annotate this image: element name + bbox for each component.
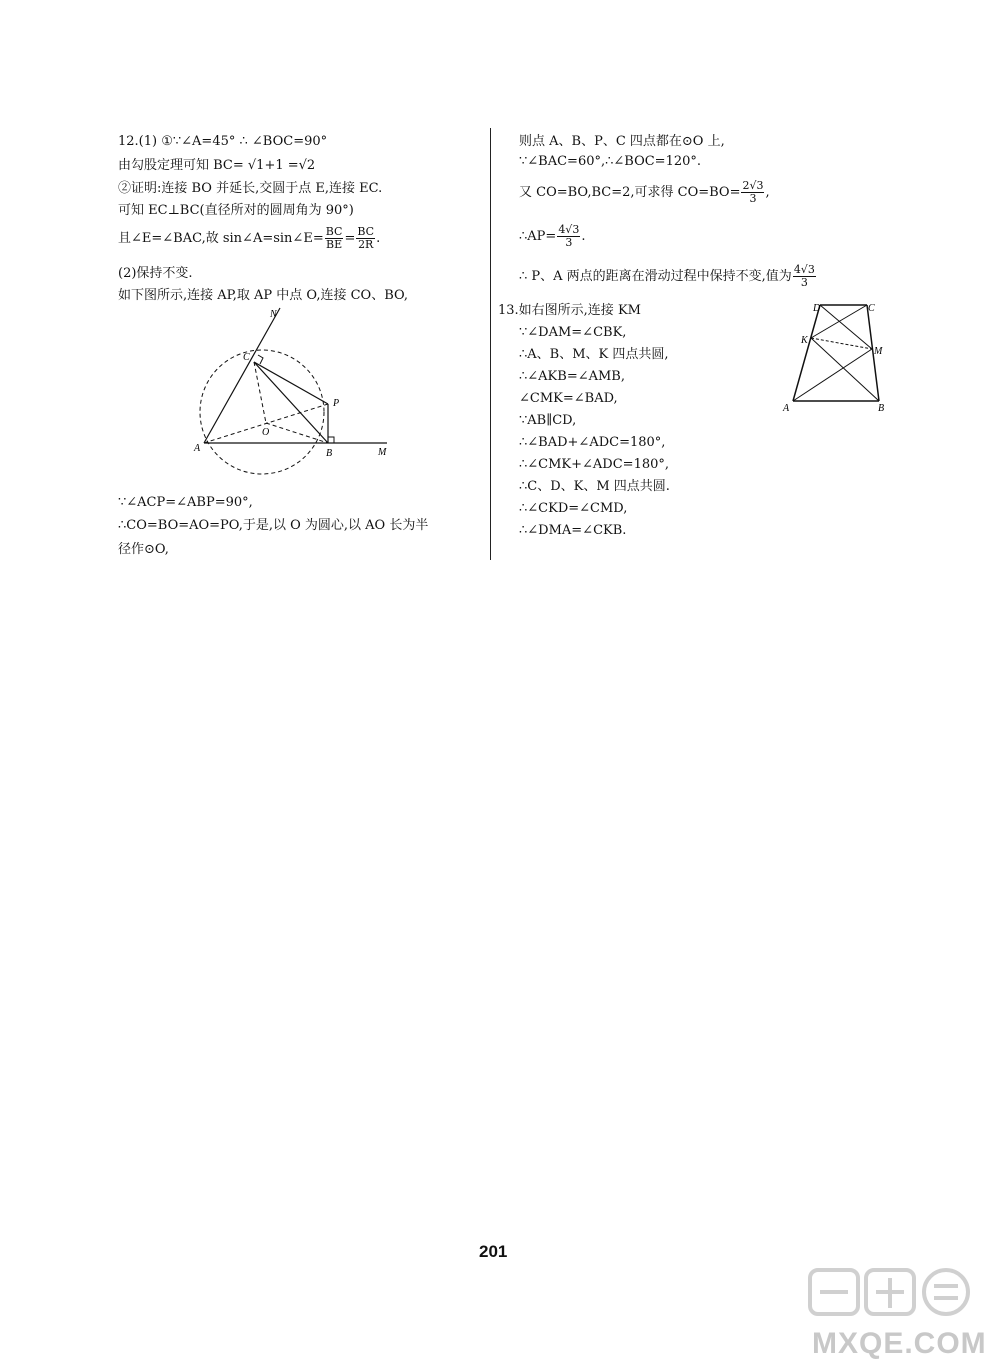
fraction-numerator: BC <box>325 225 343 238</box>
label-c: C <box>868 303 875 314</box>
r-line-4 <box>519 222 585 252</box>
q12-line-3: ②证明:连接 BO 并延长,交圆于点 E,连接 EC. <box>118 181 383 196</box>
q13-line-8: ∴∠CMK+∠ADC=180°, <box>519 457 670 472</box>
fraction-denominator: 3 <box>565 236 573 249</box>
q12-line-7: 如下图所示,连接 AP,取 AP 中点 O,连接 CO、BO, <box>118 288 409 303</box>
column-divider <box>490 128 491 560</box>
circle-o <box>200 350 324 474</box>
r-line-4-text: ∴AP= <box>519 229 557 244</box>
q13-line-5: ∠CMK=∠BAD, <box>519 391 618 406</box>
fraction-denominator: 2R <box>358 238 374 251</box>
watermark-text: MXQE.COM <box>812 1327 987 1360</box>
trapezoid-figure <box>775 297 895 417</box>
q13-line-10: ∴∠CKD=∠CMD, <box>519 501 628 516</box>
label-m: M <box>874 346 883 357</box>
period: . <box>376 231 381 246</box>
q13-line-11: ∴∠DMA=∠CKB. <box>519 523 627 538</box>
q12-line-10: 径作⊙O, <box>118 542 169 557</box>
r-line-1: 则点 A、B、P、C 四点都在⊙O 上, <box>519 134 725 149</box>
q12-line-5 <box>118 224 380 254</box>
q12-line-2: 由勾股定理可知 BC= √1+1 =√2 <box>118 158 316 173</box>
q13-line-9: ∴C、D、K、M 四点共圆. <box>519 479 670 494</box>
segment-co <box>254 362 266 423</box>
equals-sign: = <box>344 231 356 246</box>
label-o: O <box>262 427 270 438</box>
label-k: K <box>801 335 808 346</box>
q12-line-5-text: 且∠E=∠BAC,故 sin∠A=sin∠E= <box>118 231 324 246</box>
fraction-denominator: BE <box>326 238 343 251</box>
fraction-bc-be <box>325 226 344 251</box>
q13-line-6: ∵AB∥CD, <box>519 413 577 428</box>
circle-figure <box>190 305 400 485</box>
q12-line-9: ∴CO=BO=AO=PO,于是,以 O 为圆心,以 AO 长为半 <box>118 518 429 533</box>
q12-line-1: 12.(1) ①∵∠A=45° ∴ ∠BOC=90° <box>118 134 328 149</box>
q13-line-7: ∴∠BAD+∠ADC=180°, <box>519 435 666 450</box>
q12-line-6: (2)保持不变. <box>118 266 193 281</box>
right-angle-b <box>328 437 334 443</box>
q13-line-1: 13.如右图所示,连接 KM <box>498 303 641 318</box>
r-line-3 <box>519 178 770 208</box>
label-a: A <box>783 403 790 414</box>
q13-line-4: ∴∠AKB=∠AMB, <box>519 369 625 384</box>
fraction-4root3-3 <box>557 224 580 249</box>
ray-an <box>204 308 280 443</box>
label-c: C <box>243 352 250 363</box>
segment-km <box>811 338 872 349</box>
q12-line-4: 可知 EC⊥BC(直径所对的圆周角为 90°) <box>118 203 354 218</box>
fraction-denominator: 3 <box>800 276 808 289</box>
label-n: N <box>270 309 277 320</box>
segment-ad <box>793 305 820 401</box>
label-p: P <box>333 398 340 409</box>
fraction-bc-2r <box>356 226 375 251</box>
right-angle-c <box>258 355 263 364</box>
fraction-numerator: BC <box>357 225 375 238</box>
page-number: 201 <box>479 1242 508 1261</box>
label-a: A <box>194 443 201 454</box>
r-line-3-text: 又 CO=BO,BC=2,可求得 CO=BO= <box>519 185 741 200</box>
label-m: M <box>378 447 387 458</box>
segment-dm <box>820 305 872 349</box>
period: . <box>581 229 586 244</box>
fraction-4root3-3-final <box>793 264 816 289</box>
q12-line-8: ∵∠ACP=∠ABP=90°, <box>118 495 253 510</box>
r-line-5-text: ∴ P、A 两点的距离在滑动过程中保持不变,值为 <box>519 269 792 284</box>
fraction-denominator: 3 <box>749 192 757 205</box>
fraction-numerator: 4√3 <box>558 223 580 236</box>
q13-line-2: ∵∠DAM=∠CBK, <box>519 325 627 340</box>
q13-line-3: ∴A、B、M、K 四点共圆, <box>519 347 669 362</box>
label-b: B <box>326 448 333 459</box>
comma: , <box>765 185 770 200</box>
segment-bk <box>811 338 879 401</box>
label-b: B <box>878 403 885 414</box>
fraction-numerator: 4√3 <box>793 263 815 276</box>
r-line-2: ∵∠BAC=60°,∴∠BOC=120°. <box>519 154 702 169</box>
label-d: D <box>813 303 821 314</box>
fraction-2root3-3 <box>741 180 764 205</box>
r-line-5 <box>519 262 817 292</box>
fraction-numerator: 2√3 <box>742 179 764 192</box>
